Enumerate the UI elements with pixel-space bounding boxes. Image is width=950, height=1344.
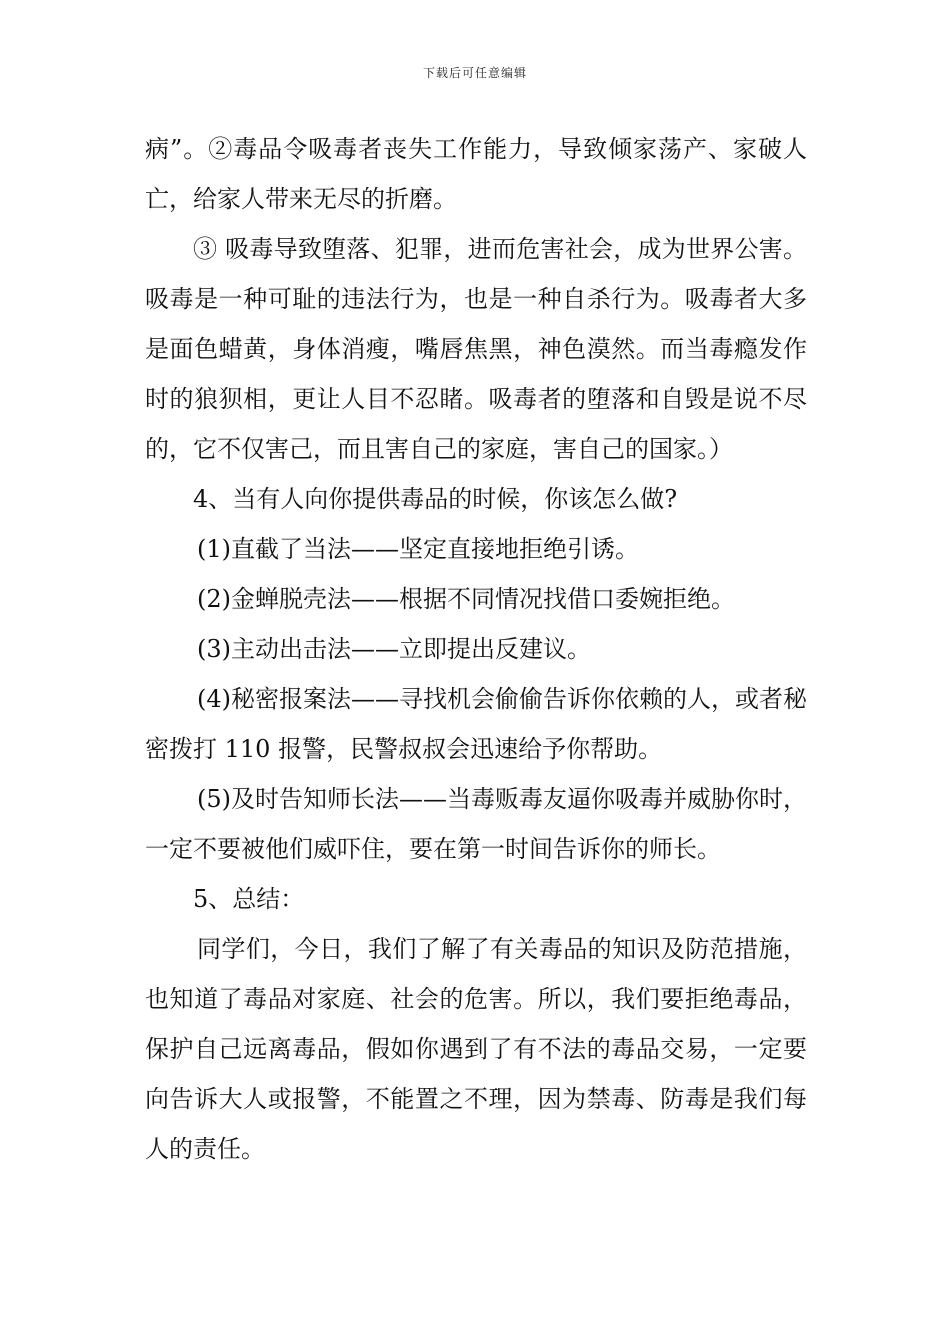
heading-section-5: 5、总结：: [193, 885, 305, 913]
paragraph-drug-harm-2: 病”。②毒品令吸毒者丧失工作能力，导致倾家荡产、家破人亡，给家人带来无尽的折磨。: [145, 135, 807, 213]
page-header: 下载后可任意编辑: [422, 66, 527, 80]
list-item-method-2: (2)金蝉脱壳法——根据不同情况找借口委婉拒绝。: [197, 585, 735, 613]
document-body: [145, 124, 807, 1174]
list-item-method-1: (1)直截了当法——坚定直接地拒绝引诱。: [197, 535, 639, 563]
paragraph-drug-harm-3: ③ 吸毒导致堕落、犯罪，进而危害社会，成为世界公害。吸毒是一种可耻的违法行为，也是一种自杀行为。吸毒者大多是面色蜡黄，身体消瘦，嘴唇焦黑，神色漠然。而当毒瘾发作时的狼狈相，更让人目不忍睹。吸毒者的堕落和自毁是说不尽的，它不仅害己，而且害自己的家庭，害自己的国家。）: [145, 235, 807, 463]
heading-section-4: 4、当有人向你提供毒品的时候，你该怎么做?: [193, 485, 678, 513]
list-item-method-4: (4)秘密报案法——寻找机会偷偷告诉你依赖的人，或者秘密拨打 110 报警，民警叔叔会迅速给予你帮助。: [145, 685, 807, 763]
list-item-method-5: (5)及时告知师长法——当毒贩毒友逼你吸毒并威胁你时，一定不要被他们威吓住，要在第一时间告诉你的师长。: [145, 785, 807, 863]
list-item-method-3: (3)主动出击法——立即提出反建议。: [197, 635, 591, 663]
paragraph-summary: 同学们，今日，我们了解了有关毒品的知识及防范措施，也知道了毒品对家庭、社会的危害。所以，我们要拒绝毒品，保护自己远离毒品，假如你遇到了有不法的毒品交易，一定要向告诉大人或报警，不能置之不理，因为禁毒、防毒是我们每人的责任。: [145, 935, 807, 1163]
